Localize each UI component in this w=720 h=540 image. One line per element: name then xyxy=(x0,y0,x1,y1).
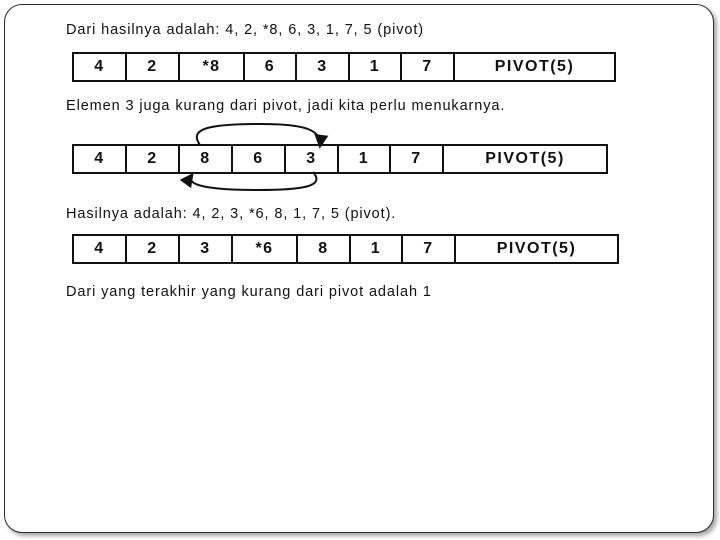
array-cell: 1 xyxy=(350,54,402,80)
array-cell-swap-target: 3 xyxy=(286,146,339,172)
array-cell: 6 xyxy=(233,146,286,172)
array-cell: 4 xyxy=(74,236,127,262)
paragraph-4: Dari yang terakhir yang kurang dari pivot adalah 1 xyxy=(66,284,432,300)
array-cell: 7 xyxy=(402,54,455,80)
slide-frame xyxy=(4,4,714,533)
array-row-1 xyxy=(72,52,616,82)
paragraph-1: Dari hasilnya adalah: 4, 2, *8, 6, 3, 1, 7, 5 (pivot) xyxy=(66,22,425,38)
array-cell-pivot: PIVOT(5) xyxy=(496,240,577,257)
array-cell: 4 xyxy=(74,146,127,172)
array-cell: 7 xyxy=(403,236,456,262)
array-cell: 3 xyxy=(297,54,350,80)
array-cell: 2 xyxy=(127,236,180,262)
array-cell: 3 xyxy=(180,236,233,262)
array-cell-marked: *8 xyxy=(180,54,245,80)
array-cell-pivot: PIVOT(5) xyxy=(494,58,575,75)
array-cell: 2 xyxy=(127,146,180,172)
paragraph-3: Hasilnya adalah: 4, 2, 3, *6, 8, 1, 7, 5 (pivot). xyxy=(66,206,397,222)
array-cell-pivot: PIVOT(5) xyxy=(485,150,565,167)
array-cell: 6 xyxy=(245,54,297,80)
array-cell: 1 xyxy=(339,146,391,172)
array-cell: 8 xyxy=(298,236,351,262)
paragraph-2: Elemen 3 juga kurang dari pivot, jadi kita perlu menukarnya. xyxy=(66,98,506,114)
array-cell-marked: *6 xyxy=(233,236,298,262)
array-cell: 2 xyxy=(127,54,180,80)
array-row-2 xyxy=(72,144,608,174)
array-cell-swap-source: 8 xyxy=(180,146,233,172)
array-cell: 4 xyxy=(74,54,127,80)
array-cell: 1 xyxy=(351,236,403,262)
array-row-3 xyxy=(72,234,619,264)
array-cell: 7 xyxy=(391,146,444,172)
